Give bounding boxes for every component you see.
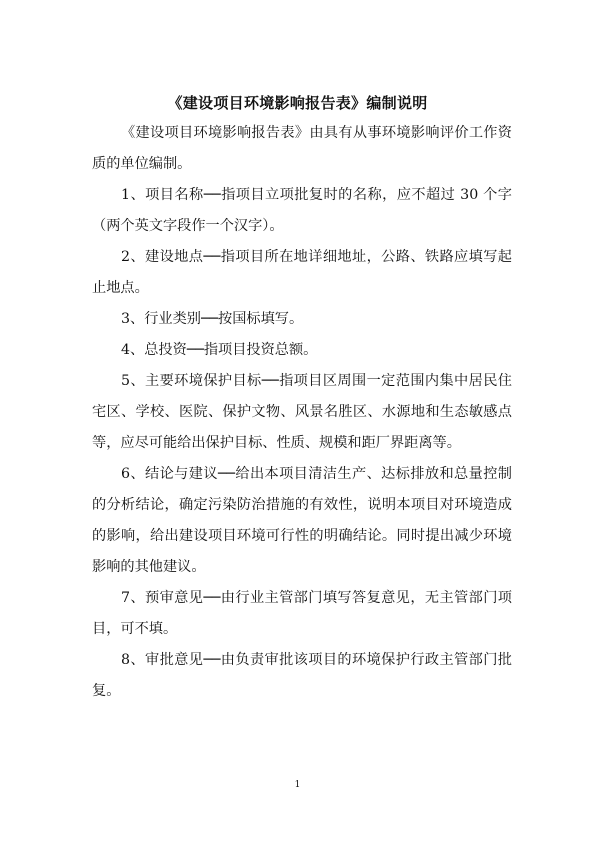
item-conclusions: 6、结论与建议──给出本项目清洁生产、达标排放和总量控制的分析结论，确定污染防治措施的有效性，说明本项目对环境造成的影响，给出建设项目环境可行性的明确结论。同时提出减少环境影响的其他建议。 <box>92 466 512 575</box>
intro-paragraph: 《建设项目环境影响报告表》由具有从事环境影响评价工作资质的单位编制。 <box>92 125 512 172</box>
item-preliminary-review: 7、预审意见──由行业主管部门填写答复意见，无主管部门项目，可不填。 <box>92 590 512 637</box>
item-industry-category: 3、行业类别──按国标填写。 <box>121 311 304 327</box>
document-title: 《建设项目环境影响报告表》编制说明 <box>167 94 428 112</box>
item-approval-opinion: 8、审批意见──由负责审批该项目的环境保护行政主管部门批复。 <box>92 652 512 699</box>
item-project-name: 1、项目名称──指项目立项批复时的名称，应不超过 30 个字（两个英文字段作一个汉字）。 <box>92 187 512 234</box>
item-protection-targets: 5、主要环境保护目标──指项目区周围一定范围内集中居民住宅区、学校、医院、保护文物、风景名胜区、水源地和生态敏感点等，应尽可能给出保护目标、性质、规模和距厂界距离等。 <box>92 373 512 451</box>
item-construction-site: 2、建设地点──指项目所在地详细地址，公路、铁路应填写起止地点。 <box>92 249 512 296</box>
item-total-investment: 4、总投资──指项目投资总额。 <box>121 342 318 358</box>
document-body <box>92 118 512 707</box>
page-number: 1 <box>294 780 301 790</box>
